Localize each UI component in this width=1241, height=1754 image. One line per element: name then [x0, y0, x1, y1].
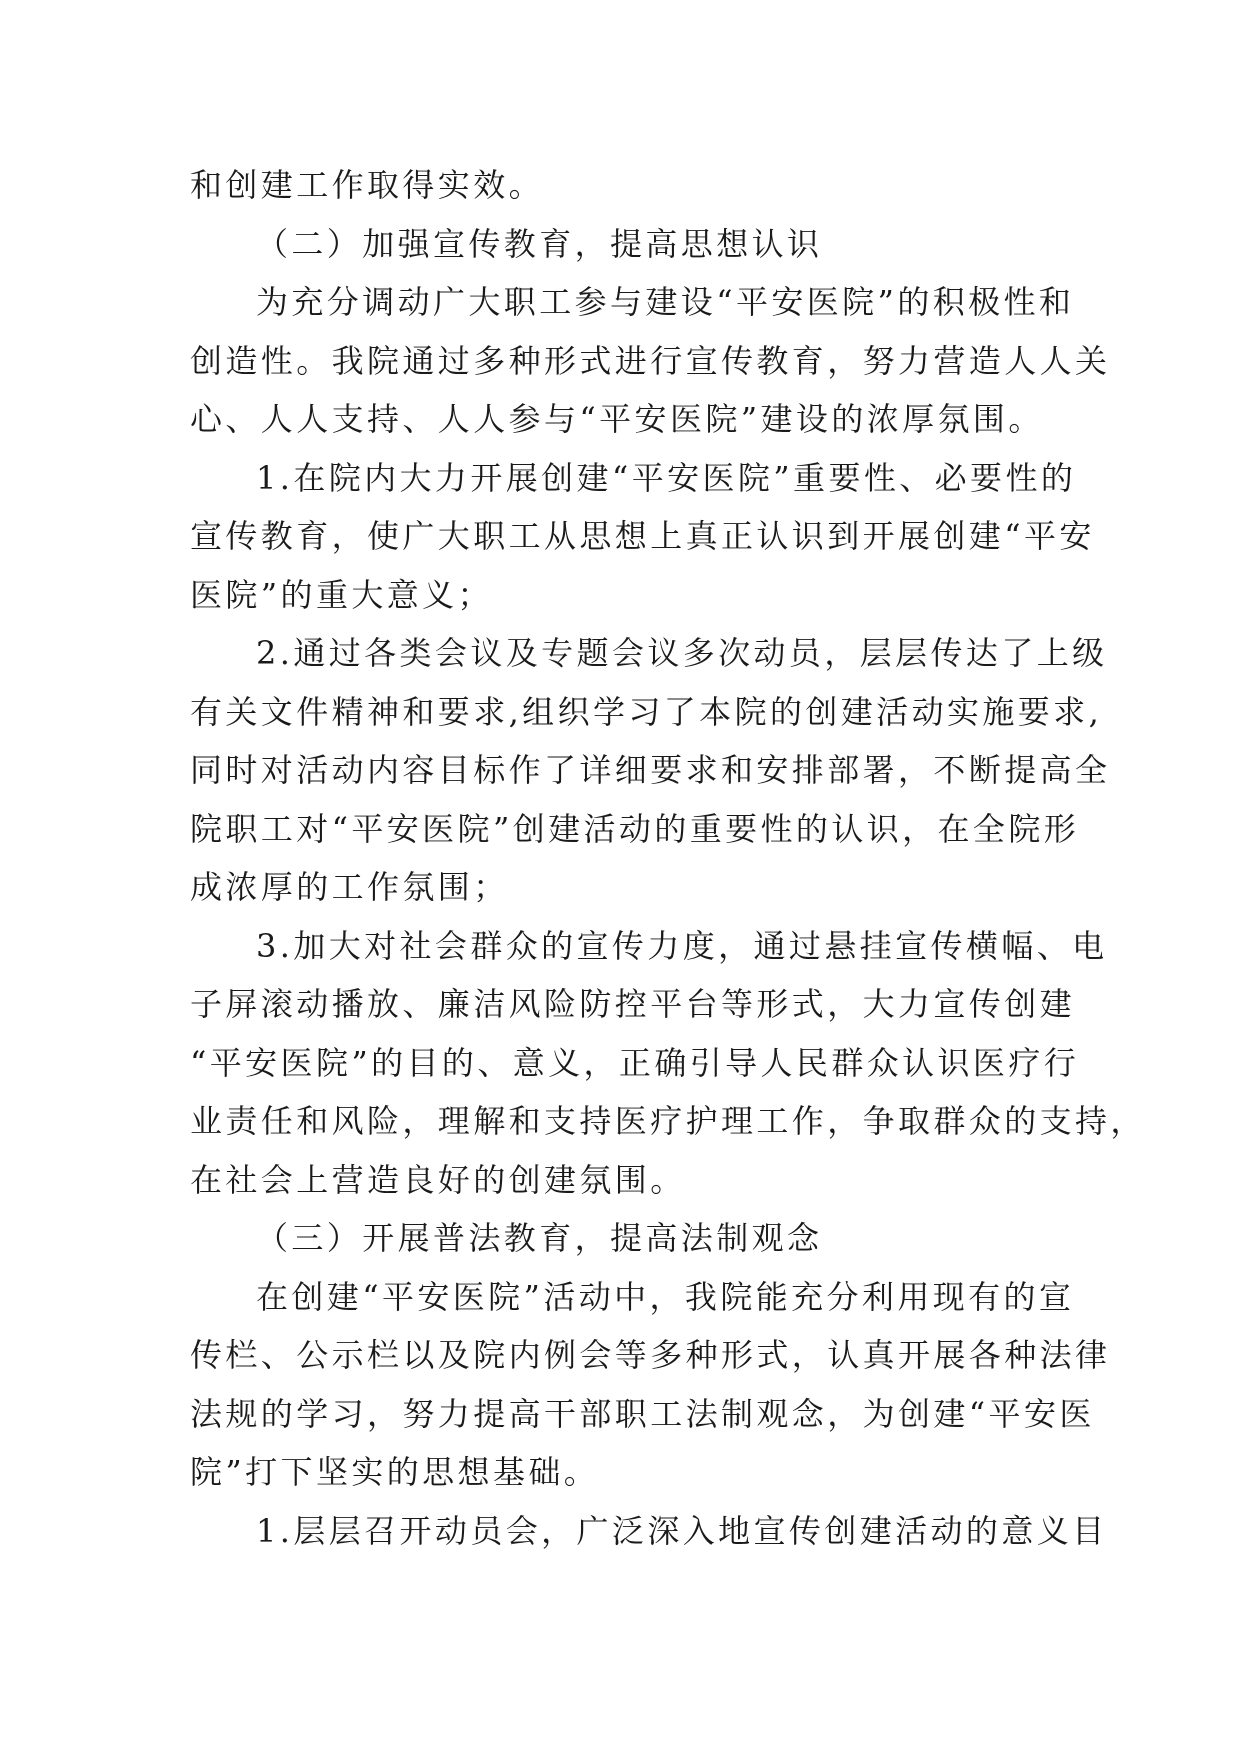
text-line: 成浓厚的工作氛围；	[190, 868, 509, 906]
text-line: 和创建工作取得实效。	[190, 166, 545, 204]
document-body	[190, 156, 1146, 1560]
text-line: 在创建“平安医院”活动中，我院能充分利用现有的宣	[256, 1277, 1075, 1316]
text-line: 院职工对“平安医院”创建活动的重要性的认识，在全院形	[190, 809, 1080, 848]
section-heading: （三）开展普法教育，提高法制观念	[256, 1219, 823, 1257]
text-line: 有关文件精神和要求,组织学习了本院的创建活动实施要求,	[190, 692, 1103, 731]
text-line: 为充分调动广大职工参与建设“平安医院”的积极性和	[256, 283, 1075, 321]
text-line: 1.层层召开动员会，广泛深入地宣传创建活动的意义目	[256, 1511, 1108, 1550]
text-line: 在社会上营造良好的创建氛围。	[190, 1160, 686, 1199]
text-line: 子屏滚动播放、廉洁风险防控平台等形式，大力宣传创建	[190, 985, 1076, 1023]
text-line: 宣传教育，使广大职工从思想上真正认识到开展创建“平安	[190, 517, 1095, 555]
text-line: 2.通过各类会议及专题会议多次动员，层层传达了上级	[256, 634, 1108, 672]
text-line: 同时对活动内容目标作了详细要求和安排部署，不断提高全	[190, 751, 1111, 789]
text-line: 心、人人支持、人人参与“平安医院”建设的浓厚氛围。	[190, 400, 1044, 438]
text-line: “平安医院”的目的、意义，正确引导人民群众认识医疗行	[190, 1043, 1080, 1082]
text-line: 院”打下坚实的思想基础。	[190, 1453, 600, 1491]
text-line: 业责任和风险，理解和支持医疗护理工作，争取群众的支持，	[190, 1102, 1146, 1140]
text-line: 3.加大对社会群众的宣传力度，通过悬挂宣传横幅、电	[256, 926, 1108, 965]
text-line: 创造性。我院通过多种形式进行宣传教育，努力营造人人关	[190, 341, 1111, 380]
text-line: 法规的学习，努力提高干部职工法制观念，为创建“平安医	[190, 1394, 1095, 1433]
text-line: 1.在院内大力开展创建“平安医院”重要性、必要性的	[256, 458, 1077, 497]
text-line: 传栏、公示栏以及院内例会等多种形式，认真开展各种法律	[190, 1336, 1111, 1374]
section-heading: （二）加强宣传教育，提高思想认识	[256, 224, 823, 263]
text-line: 医院”的重大意义；	[190, 575, 493, 614]
